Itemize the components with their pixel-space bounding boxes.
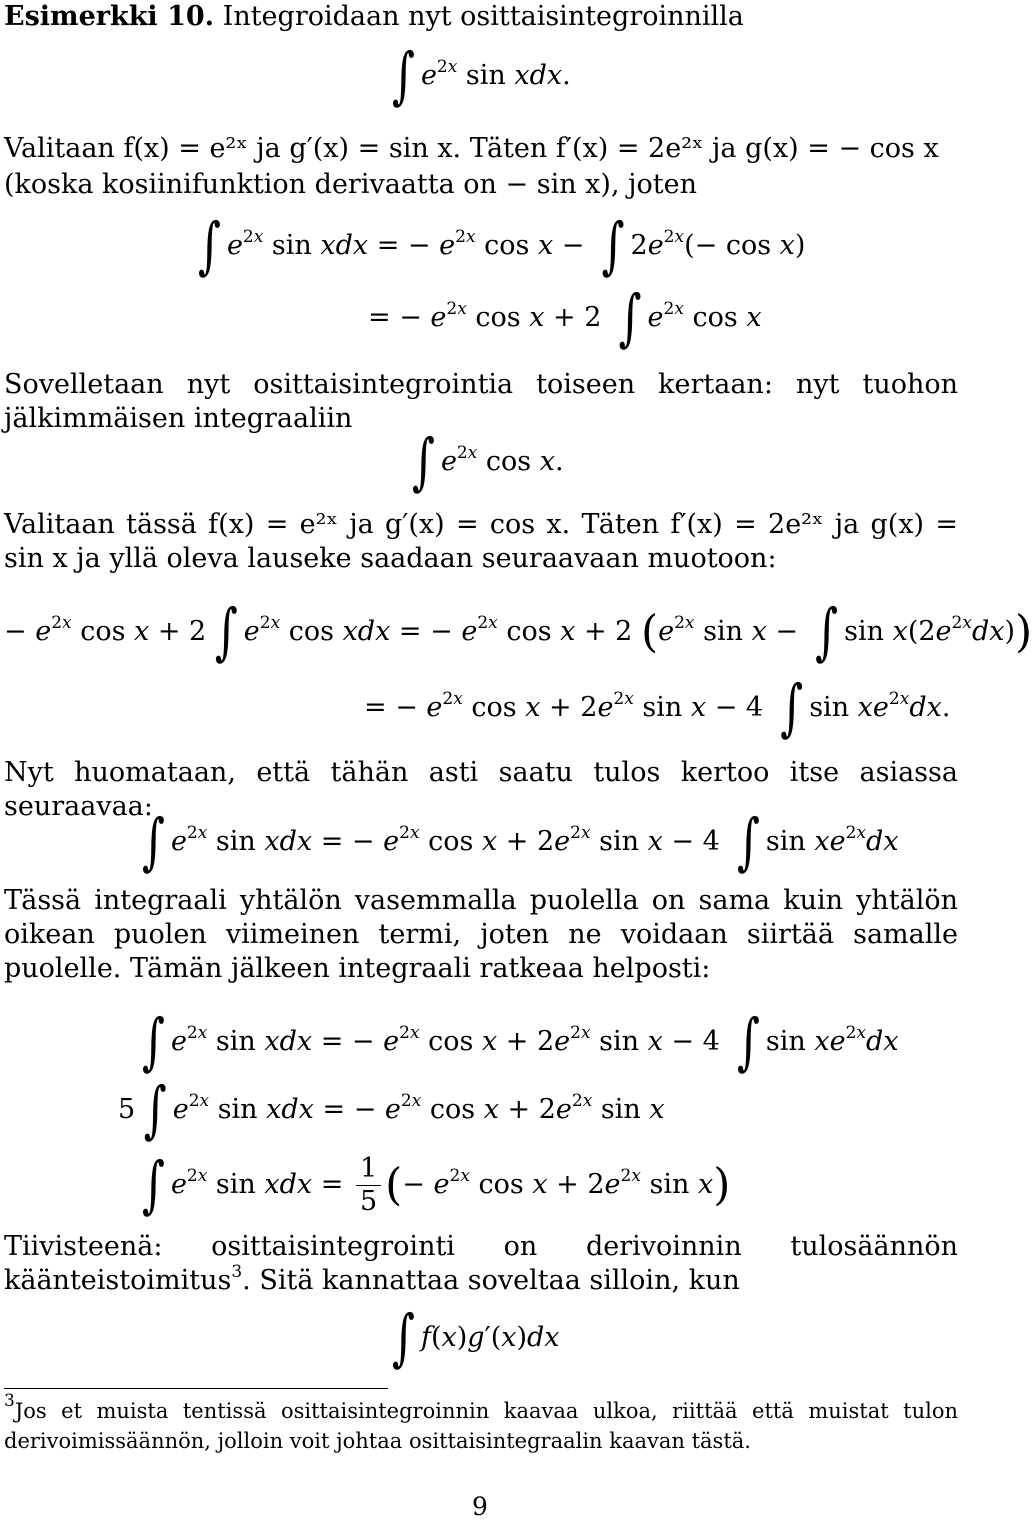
equation-observation: ∫ $e^{2x}$ sin xdx = − $e^{2x}$ $\cos x + 2e^{2x}$ sin x − 4 ∫ $\sin xe^{2x}dx$ <box>142 806 899 878</box>
equation-second-parts-line2: = − $e^{2x}$ $\cos x + 2e^{2x}$ sin x − 4 ∫ $\sin xe^{2x}dx$. <box>364 672 951 744</box>
footnote-text: Jos et muista tentissä osittaisintegroinnin kaavaa ulkoa, riittää että muistat tulon derivoimissäännön, jolloin voit johtaa osittaisintegraalin kaavan tästä. <box>4 1399 958 1453</box>
summary-text-b: . Sitä kannattaa soveltaa silloin, kun <box>242 1265 740 1296</box>
equation-integral-e2x-sinx: ∫ $e^{2x}$ sin xdx. <box>392 40 571 112</box>
equation-fg-integral: ∫ f(x)g′(x)dx <box>392 1302 560 1374</box>
example-intro: Integroidaan nyt osittaisintegroinnilla <box>222 1 744 32</box>
footnote-mark: 3 <box>4 1391 15 1411</box>
page-number: 9 <box>472 1492 488 1521</box>
paragraph-second-application: Sovelletaan nyt osittaisintegrointia toiseen kertaan: nyt tuohon jälkimmäisen integraaliin <box>4 369 958 434</box>
equation-solve-line2: 5 ∫ $e^{2x}$ sin xdx = − $e^{2x}$ $\cos x + 2e^{2x}$ sin x <box>118 1074 665 1146</box>
paragraph-choice-1-line1: Valitaan f(x) = e²ˣ ja g′(x) = sin x. Täten f′(x) = 2e²ˣ ja g(x) = − cos x <box>4 133 939 164</box>
fraction-one-fifth: $\frac{1}{5}$ <box>356 1153 381 1218</box>
summary-text-a: Tiivisteenä: osittaisintegrointi on derivoinnin tulosäännön käänteistoimitus <box>4 1231 958 1296</box>
equation-solve-line3: ∫ $e^{2x}$ sin xdx = $\frac{1}{5}$ (− $e^{2x}$ $\cos x + 2e^{2x}$ sin x) <box>142 1149 731 1221</box>
paragraph-choice-2: Valitaan tässä f(x) = e²ˣ ja g′(x) = cos x. Täten f′(x) = 2e²ˣ ja g(x) = sin x ja yllä oleva lauseke saadaan seuraavaan muotoon: <box>4 509 958 574</box>
footnote-rule <box>4 1388 388 1389</box>
paragraph-choice-1-line2: (koska kosiinifunktion derivaatta on − sin x), joten <box>4 169 697 200</box>
equation-solve-line1: ∫ $e^{2x}$ sin xdx = − $e^{2x}$ $\cos x + 2e^{2x}$ sin x − 4 ∫ $\sin xe^{2x}dx$ <box>142 1006 899 1078</box>
footnote <box>4 1391 958 1456</box>
equation-first-parts: ∫ $e^{2x}$ sin xdx = − $e^{2x}$ cos x − ∫ $2e^{2x}(- \cos x)$ <box>198 210 806 282</box>
footnote-ref: 3 <box>231 1262 243 1282</box>
example-title: Esimerkki 10. <box>4 1 215 32</box>
equation-first-parts-line2: = − $e^{2x}$ cos x + 2 ∫ $e^{2x}$ cos x <box>368 282 762 354</box>
paragraph-observation: Nyt huomataan, että tähän asti saatu tulos kertoo itse asiassa seuraavaa: <box>4 757 958 822</box>
equation-second-parts: − $e^{2x}$ cos x + 2 ∫ $e^{2x}$ cos xdx = − $e^{2x}$ cos x + 2 ($e^{2x}$ sin x − ∫ $\sin x(2e^{2x}dx)$) <box>4 596 1032 668</box>
paragraph-rearrange: Tässä integraali yhtälön vasemmalla puolella on sama kuin yhtälön oikean puolen viimeinen termi, joten ne voidaan siirtää samalle puolelle. Tämän jälkeen integraali ratkeaa helposti: <box>4 885 958 984</box>
equation-integral-e2x-cosx: ∫ $e^{2x}$ cos x. <box>412 426 564 498</box>
paragraph-summary <box>4 1230 958 1298</box>
example-heading <box>4 0 958 34</box>
